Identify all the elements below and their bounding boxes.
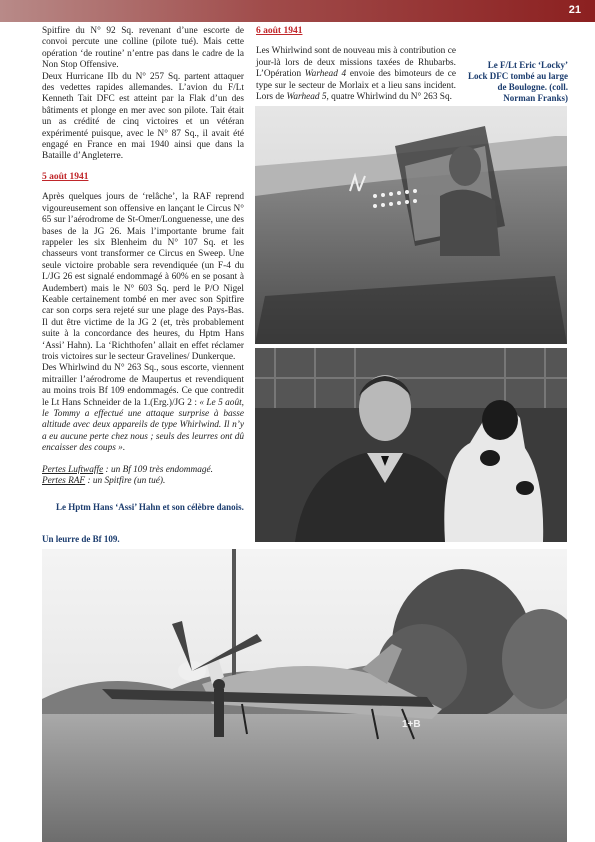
- paragraph: [256, 46, 456, 103]
- caption-locky: Le F/Lt Eric ‘Locky’ Lock DFC tombé au large de Boulogne. (coll. Norman Franks): [468, 60, 568, 103]
- paragraph-text: envoie des bimoteurs de ce type sur le secteur de Morlaix et a lieu sans incident. Lors de: [256, 69, 456, 103]
- page-header-bar: [0, 0, 595, 22]
- left-column: [42, 26, 244, 487]
- photo-bf109-decoy: [42, 549, 567, 842]
- right-column: [256, 26, 456, 103]
- loss-label: Pertes RAF: [42, 476, 86, 487]
- operation-name: Warhead 4: [304, 69, 347, 80]
- loss-value: : un Bf 109 très endommagé.: [103, 464, 213, 475]
- paragraph: [42, 363, 244, 454]
- paragraph-text: , quatre Whirlwind du N° 263 Sq.: [326, 92, 452, 103]
- operation-name: Warhead 5: [286, 92, 327, 103]
- photo-hahn-and-dog: [255, 348, 567, 542]
- loss-value: : un Spitfire (un tué).: [85, 476, 166, 487]
- paragraph-text: Des Whirlwind du N° 263 Sq., sous escorte, viennent mitrailler l’aérodrome de Maupertus et revendiquent au moins trois Bf 109 endommagés. Ce que contredit le Lt Hans Schneider de la 1.(Erg.)/JG 2 :: [42, 363, 244, 408]
- section-heading-6-aout: 6 août 1941: [256, 26, 303, 36]
- loss-label: Pertes Luftwaffe: [42, 464, 104, 475]
- caption-hahn: Le Hptm Hans ‘Assi’ Hahn et son célèbre danois.: [56, 502, 244, 512]
- paragraph: Spitfire du N° 92 Sq. revenant d’une escorte de convoi percute une colline (pilote tué). Mais cette opération ‘de routine’ n’entre pas dans le cadre de la Non Stop Offensive.: [42, 26, 244, 71]
- paragraph: Après quelques jours de ‘relâche’, la RAF reprend vigoureusement son offensive en lançant le Circus N° 65 sur l’aérodrome de St-Omer/Longuenesse, une des bases de la JG 26. Mais l’importante brume fait rappeler les six Blenheim du N° 107 Sq. et les chasseurs vont transformer ce Circus en Sweep. Une seule victoire probable sera revendiquée (un F-4 du I./JG 26 est signalé endommagé à 60% en se posant à Audembert) mais le N° 603 Sq. perd le P/O Nigel Keable certainement tombé en mer avec son Spitfire car son corps sera rejeté sur une plage des Pays-Bas. Il dut être victime de la JG 2 (et, très probablement suite à la concordance des heures, du Hptm Hans ‘Assi’ Hahn). La ‘Richthofen’ allait en effet réclamer trois victoires sur le secteur Gravelines/ Dunkerque.: [42, 192, 244, 362]
- paragraph-text: Les Whirlwind sont de nouveau mis à contribution ce jour-là lors de deux missions taxées de Rhubarbs. L’Opération: [256, 46, 456, 80]
- caption-decoy: Un leurre de Bf 109.: [42, 534, 120, 544]
- section-heading-5-aout: 5 août 1941: [42, 171, 89, 182]
- loss-raf: [42, 476, 244, 487]
- photo-spitfire-cockpit: [255, 106, 567, 344]
- page-number: 21: [568, 4, 581, 16]
- decoy-marking: 1+B: [402, 719, 421, 730]
- quote: « Le 5 août, le Tommy a effectué une attaque surprise à basse altitude avec deux appareils de type Whirlwind. Il n’y a eu aucune perte chez nous ; seuls des leurres ont dû encaisser des coups ».: [42, 397, 245, 454]
- loss-luftwaffe: [42, 465, 244, 476]
- paragraph: Deux Hurricane IIb du N° 257 Sq. partent attaquer des vedettes rapides allemandes. L’avion du F/Lt Kenneth Tait DFC est atteint par la Flak d’un des bâtiments et plonge en mer avec son pilote. Tait était un as crédité de cinq victoires et un vétéran expérimenté puisque, avec le N° 87 Sq., il avait été engagé en France en mai 1940 ainsi que dans la Bataille d’Angleterre.: [42, 71, 244, 162]
